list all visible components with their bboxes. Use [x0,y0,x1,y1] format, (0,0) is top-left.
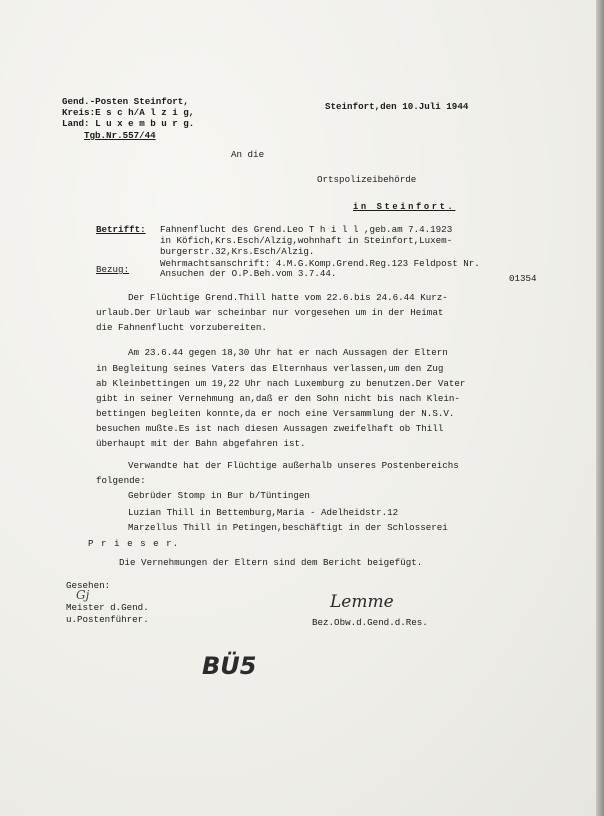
para2-line3: ab Kleinbettingen um 19,22 Uhr nach Luxemburg zu benutzen.Der Vater [96,378,466,389]
office-line2: Kreis:E s c h/A l z i g, [62,107,195,118]
recipient-line3: in Steinfort. [353,202,456,212]
para3-line2: folgende: [96,475,146,486]
para1-line2: urlaub.Der Urlaub war scheinbar nur vorgesehen um in der Heimat [96,307,444,318]
seen-label: Gesehen: [66,580,111,591]
feldpost-number: 01354 [509,273,537,284]
relative-3: Marzellus Thill in Petingen,beschäftigt in der Schlosserei [128,522,448,533]
subject-line1: Fahnenflucht des Grend.Leo T h i l l ,geb.am 7.4.1923 [160,224,453,235]
closing-line: Die Vernehmungen der Eltern sind dem Bericht beigefügt. [119,557,423,568]
para2-line2: in Begleitung seines Vaters das Elternhaus verlassen,um den Zug [96,363,444,374]
para3-line1: Verwandte hat der Flüchtige außerhalb unseres Postenbereichs [128,460,459,471]
office-line1: Gend.-Posten Steinfort, [62,96,189,107]
initials-handwritten: Gj [76,588,90,602]
left-signature-line2: u.Postenführer. [66,614,149,625]
place-date: Steinfort,den 10.Juli 1944 [325,101,469,112]
recipient-line1: An die [231,149,265,160]
reference-label: Bezug: [96,264,130,275]
handwritten-signature: Lemme [330,592,394,612]
right-signature-title: Bez.Obw.d.Gend.d.Res. [312,617,428,628]
reference-number: Tgb.Nr.557/44 [84,130,156,141]
relative-3-continued: P r i e s e r. [88,538,180,549]
para1-line3: die Fahnenflucht vorzubereiten. [96,322,267,333]
left-signature-line1: Meister d.Gend. [66,602,149,613]
subject-label: Betrifft: [96,224,146,235]
para2-line5: bettingen begleiten konnte,da er noch eine Versammlung der N.S.V. [96,408,455,419]
subject-line5: Ansuchen der O.P.Beh.vom 3.7.44. [160,268,337,279]
relative-1: Gebrüder Stomp in Bur b/Tüntingen [128,490,310,501]
office-line3: Land: L u x e m b u r g. [62,118,195,129]
subject-line4: Wehrmachtsanschrift: 4.M.G.Komp.Grend.Reg.123 Feldpost Nr. [160,258,480,269]
page-edge-shadow [596,0,604,816]
handwritten-archive-mark: BÜ5 [202,652,257,680]
para2-line7: überhaupt mit der Bahn abgefahren ist. [96,438,306,449]
para2-line1: Am 23.6.44 gegen 18,30 Uhr hat er nach Aussagen der Eltern [128,347,448,358]
subject-line2: in Köfich,Krs.Esch/Alzig,wohnhaft in Steinfort,Luxem- [160,235,453,246]
subject-line3: burgerstr.32,Krs.Esch/Alzig. [160,246,315,257]
para2-line4: gibt in seiner Vernehmung an,daß er den Sohn nicht bis nach Klein- [96,393,460,404]
para1-line1: Der Flüchtige Grend.Thill hatte vom 22.6.bis 24.6.44 Kurz- [128,292,448,303]
recipient-line2: Ortspolizeibehörde [317,174,417,185]
relative-2: Luzian Thill in Bettemburg,Maria - Adelheidstr.12 [128,507,399,518]
para2-line6: besuchen mußte.Es ist nach diesen Aussagen zweifelhaft ob Thill [96,423,444,434]
